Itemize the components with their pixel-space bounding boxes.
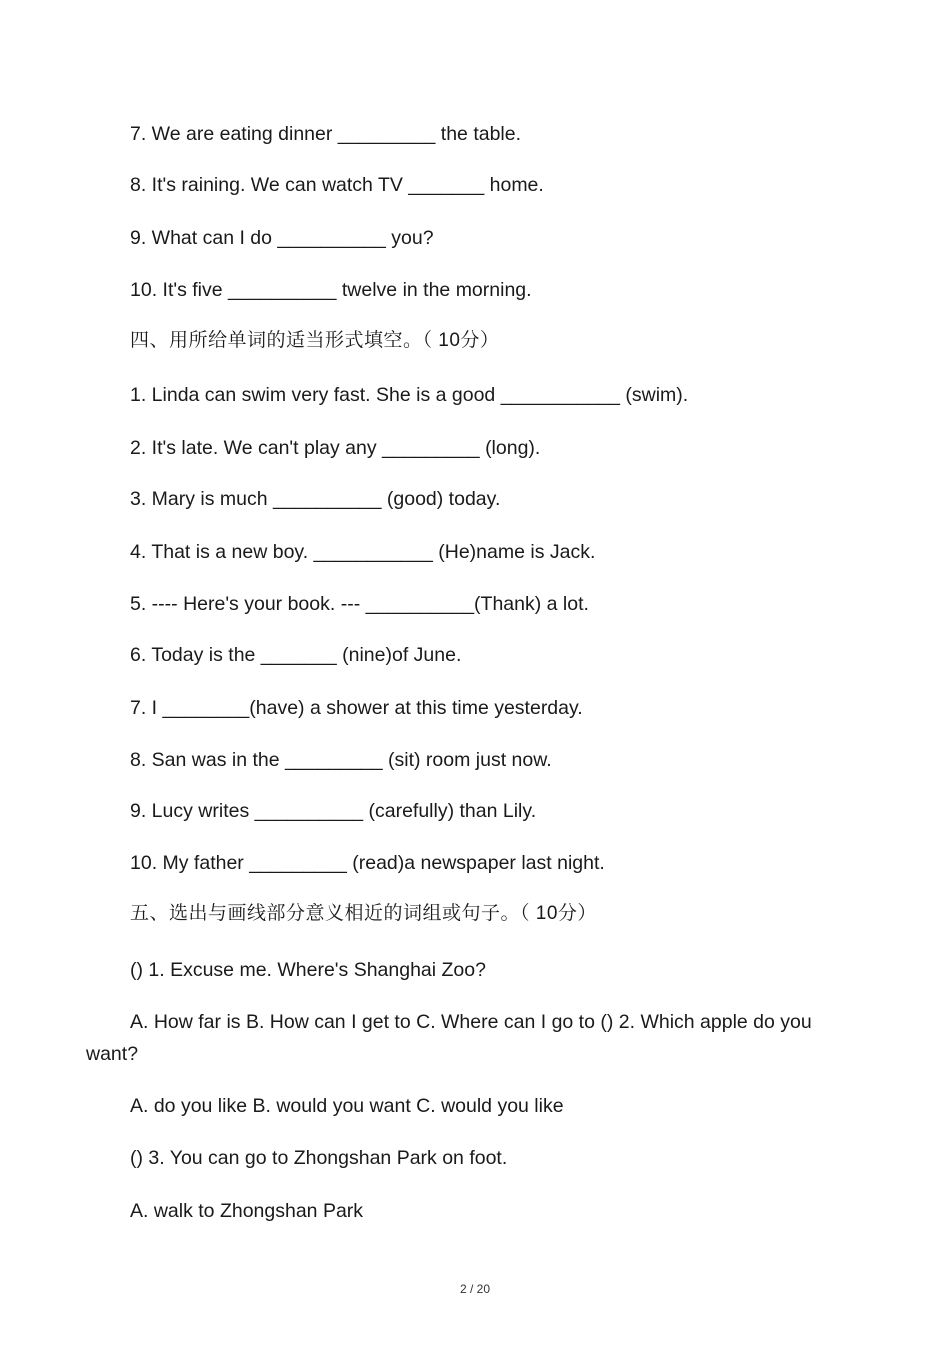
question-s4-6: 6. Today is the _______ (nine)of June. — [130, 644, 462, 666]
question-s4-5: 5. ---- Here's your book. --- __________(Thank) a lot. — [130, 593, 589, 615]
question-s4-8: 8. San was in the _________ (sit) room just now. — [130, 749, 552, 771]
options-s5-3: A. walk to Zhongshan Park — [130, 1200, 364, 1222]
section-5-heading: 五、选出与画线部分意义相近的词组或句子。（ 10分） — [130, 903, 597, 924]
question-s4-10: 10. My father _________ (read)a newspaper last night. — [130, 852, 605, 874]
question-s4-3: 3. Mary is much __________ (good) today. — [130, 488, 501, 510]
question-s4-7: 7. I ________(have) a shower at this time yesterday. — [130, 697, 583, 719]
question-s3-8: 8. It's raining. We can watch TV _______ home. — [130, 174, 544, 196]
question-s3-10: 10. It's five __________ twelve in the morning. — [130, 279, 532, 301]
page-number: 2 / 20 — [459, 1282, 491, 1296]
options-s5-2: A. do you like B. would you want C. would you like — [130, 1095, 564, 1117]
options-s5-1: A. How far is B. How can I get to C. Where can I go to () 2. Which apple do you want? — [86, 1011, 812, 1065]
question-s5-1: () 1. Excuse me. Where's Shanghai Zoo? — [130, 959, 486, 981]
question-s4-4: 4. That is a new boy. ___________ (He)name is Jack. — [130, 541, 596, 563]
section-4-heading: 四、用所给单词的适当形式填空。（ 10分） — [130, 330, 500, 351]
question-s3-9: 9. What can I do __________ you? — [130, 227, 434, 249]
question-s4-9: 9. Lucy writes __________ (carefully) than Lily. — [130, 800, 537, 822]
question-s4-1: 1. Linda can swim very fast. She is a good ___________ (swim). — [130, 384, 689, 406]
question-s3-7: 7. We are eating dinner _________ the table. — [130, 123, 522, 145]
question-s5-3: () 3. You can go to Zhongshan Park on foot. — [130, 1147, 508, 1169]
question-s4-2: 2. It's late. We can't play any _________ (long). — [130, 437, 541, 459]
